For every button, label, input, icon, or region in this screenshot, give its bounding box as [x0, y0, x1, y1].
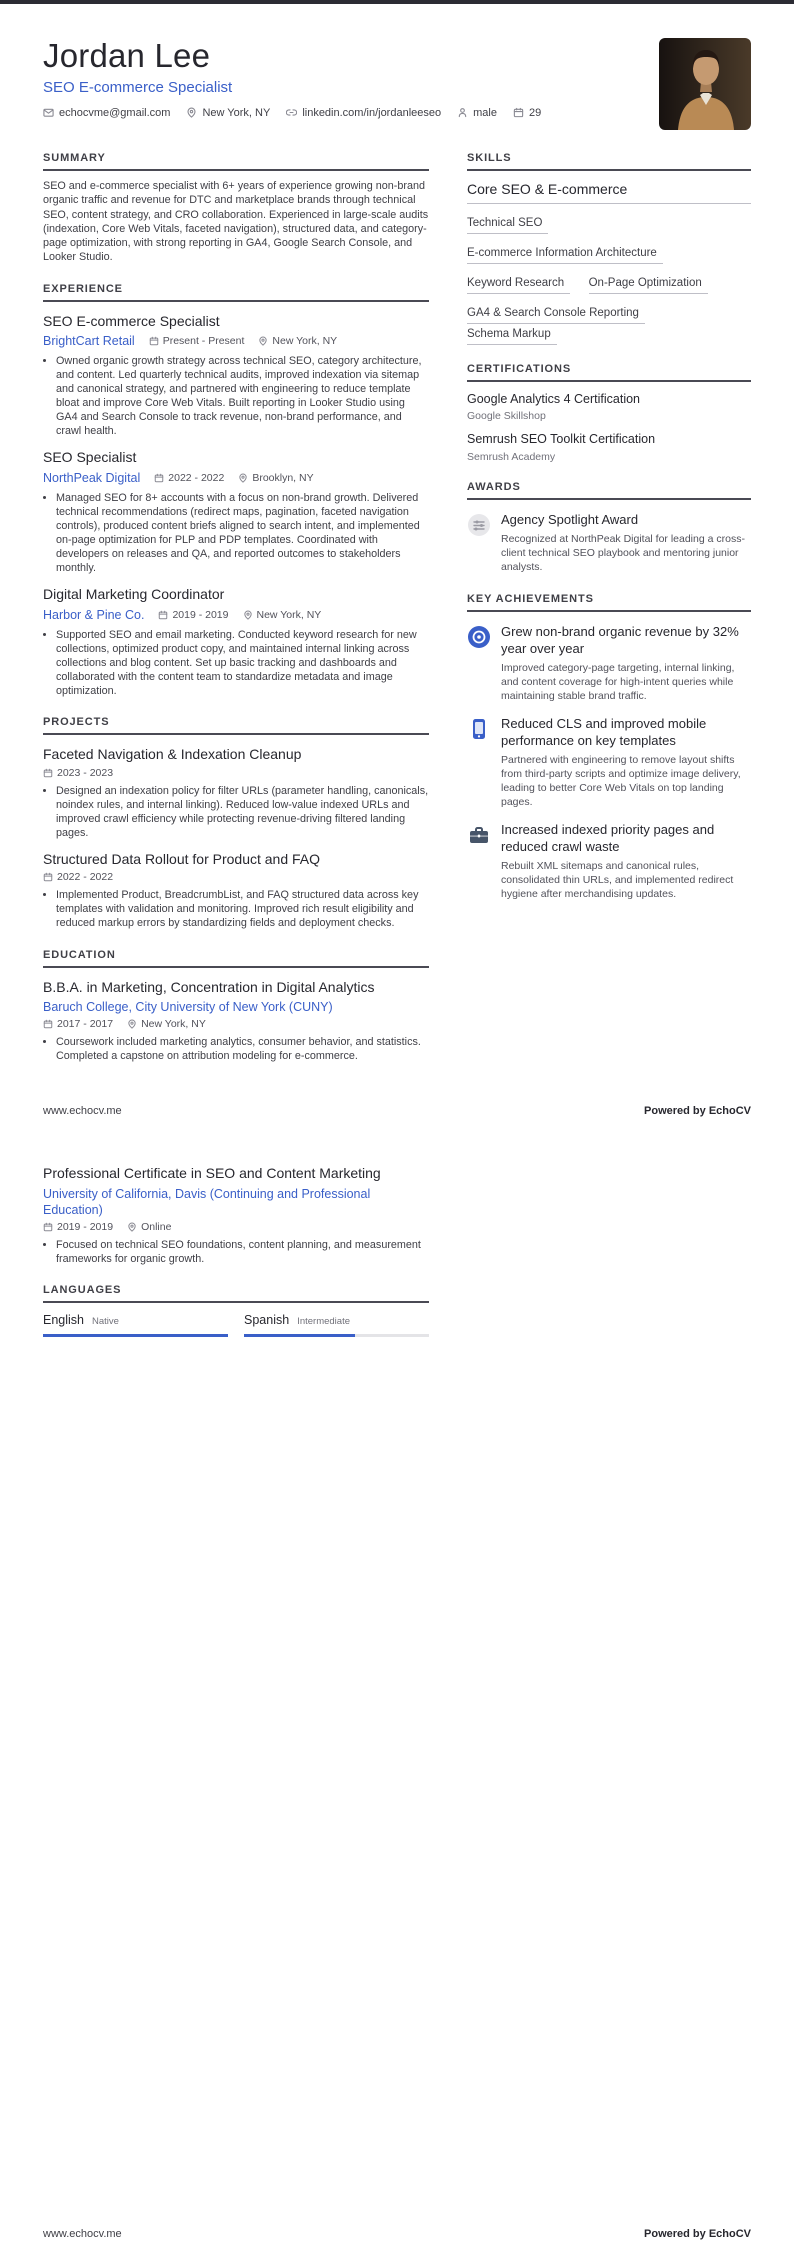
projects-section [43, 716, 429, 930]
project-bullet: • Implemented Product, BreadcrumbList, and FAQ structured data across key templates with validation and monitoring. Improved rich result eligibility and reduced markup errors by standardizing fields and deployment checks. [56, 888, 429, 930]
company-name: Harbor & Pine Co. [43, 607, 145, 622]
certifications-section [467, 363, 751, 463]
achievement-description: Rebuilt XML sitemaps and canonical rules, consolidated thin URLs, and implemented redirect hygiene after merchandising updates. [501, 860, 734, 901]
achievement-item [467, 716, 751, 810]
achievements-heading: KEY ACHIEVEMENTS [467, 593, 751, 612]
experience-bullet: • Owned organic growth strategy across technical SEO, category architecture, and content. Led quarterly technical audits, improved indexation via sitemap and canonical strategy, and partnered with engineering to reduce template bloat and improve Core Web Vitals. Built reporting in Looker Studio using GA4 and Search Console to track revenue, non-brand performance, and crawl health. [56, 354, 429, 438]
resume-header [43, 38, 751, 130]
date-range: 2022 - 2022 [43, 871, 113, 883]
calendar-icon [43, 872, 53, 882]
certification-issuer: Google Skillshop [467, 410, 546, 423]
projects-heading: PROJECTS [43, 716, 429, 735]
mobile-icon [467, 717, 491, 741]
skills-section [467, 152, 751, 345]
school-name: University of California, Davis (Continuing and Professional Education) [43, 1186, 371, 1217]
location-icon [258, 336, 268, 346]
education-item [43, 1165, 429, 1266]
skill-item: On-Page Optimization [589, 277, 708, 294]
project-title: Faceted Navigation & Indexation Cleanup [43, 746, 302, 763]
calendar-icon [43, 768, 53, 778]
footer-website-link[interactable]: www.echocv.me [43, 1105, 122, 1117]
skill-featured: Core SEO & E-commerce [467, 181, 751, 204]
experience-heading: EXPERIENCE [43, 283, 429, 302]
experience-title: SEO E-commerce Specialist [43, 312, 220, 329]
briefcase-icon [467, 823, 491, 847]
education-bullet: • Coursework included marketing analytics, consumer behavior, and statistics. Completed a capstone on attribution modeling for e-commerce. [56, 1035, 429, 1063]
experience-section [43, 283, 429, 699]
degree-title: Professional Certificate in SEO and Content Marketing [43, 1165, 381, 1181]
candidate-name: Jordan Lee [43, 37, 211, 74]
education-section-continued [43, 1165, 429, 1266]
project-title: Structured Data Rollout for Product and FAQ [43, 850, 321, 867]
experience-item [43, 449, 429, 575]
experience-bullet: • Supported SEO and email marketing. Conducted keyword research for new collections, optimized product copy, and maintained internal linking across collections and blog content. Set up basic tracking and dashboards and collaborated with the content team to standardize metadata and image optimization. [56, 628, 429, 698]
contact-linkedin[interactable] [286, 107, 441, 119]
skill-item: Keyword Research [467, 277, 570, 294]
language-level: Native [92, 1316, 119, 1328]
top-accent-bar [0, 0, 794, 4]
date-range: 2019 - 2019 [43, 1221, 113, 1233]
certification-name: Semrush SEO Toolkit Certification [467, 432, 656, 447]
project-item [43, 851, 429, 931]
contact-gender [457, 107, 497, 119]
degree-title: B.B.A. in Marketing, Concentration in Digital Analytics [43, 978, 375, 995]
location: New York, NY [243, 609, 322, 621]
contact-email[interactable] [43, 107, 170, 119]
location-icon [243, 610, 253, 620]
experience-item [43, 586, 429, 698]
calendar-icon [513, 107, 524, 118]
page-footer [43, 2228, 751, 2240]
certifications-heading: CERTIFICATIONS [467, 363, 751, 382]
company-name: BrightCart Retail [43, 334, 135, 348]
skill-item: Schema Markup [467, 328, 557, 345]
location: New York, NY [127, 1018, 206, 1030]
calendar-icon [158, 610, 168, 620]
location: Brooklyn, NY [238, 472, 313, 484]
footer-powered-by-link[interactable]: Powered by EchoCV [644, 1105, 751, 1117]
achievement-title: Increased indexed priority pages and reduced crawl waste [501, 822, 715, 854]
experience-title: SEO Specialist [43, 449, 137, 466]
location: New York, NY [258, 335, 337, 347]
candidate-job-title: SEO E-commerce Specialist [43, 78, 233, 96]
location-icon [127, 1222, 137, 1232]
contact-gender-text: male [473, 106, 497, 119]
project-item [43, 746, 429, 840]
award-title: Agency Spotlight Award [501, 511, 639, 527]
certification-item [467, 391, 751, 422]
email-icon [43, 107, 54, 118]
education-bullet: • Focused on technical SEO foundations, content planning, and measurement frameworks for organic growth. [56, 1238, 429, 1266]
skill-item: Technical SEO [467, 217, 548, 234]
contact-age [513, 107, 541, 119]
summary-heading: SUMMARY [43, 152, 429, 171]
experience-title: Digital Marketing Coordinator [43, 586, 225, 603]
resume-page-2 [0, 1123, 794, 2246]
calendar-icon [43, 1019, 53, 1029]
location-icon [238, 473, 248, 483]
awards-section [467, 481, 751, 575]
summary-text: SEO and e-commerce specialist with 6+ years of experience growing non-brand organic traffic and revenue for DTC and marketplace brands through technical SEO, content strategy, and CRO collaboration. Experienced in large-scale audits (indexation, Core Web Vitals, faceted navigation), structured data, and category-page optimization, with strong reporting in GA4, Google Search Console, and Looker Studio. [43, 180, 429, 264]
person-icon [457, 107, 468, 118]
summary-section [43, 152, 429, 265]
achievements-section [467, 593, 751, 902]
languages-heading: LANGUAGES [43, 1284, 429, 1303]
profile-photo [659, 38, 751, 130]
certification-name: Google Analytics 4 Certification [467, 392, 641, 406]
achievement-description: Improved category-page targeting, internal linking, and content coverage for high-intent queries while maintaining stable brand traffic. [501, 662, 735, 703]
achievement-description: Partnered with engineering to remove layout shifts from third-party scripts and optimize image delivery, leading to better Core Web Vitals on top landing pages. [501, 754, 741, 809]
contact-email-text: echocvme@gmail.com [59, 106, 171, 119]
language-proficiency-fill [244, 1334, 355, 1337]
company-name: NorthPeak Digital [43, 470, 141, 485]
target-icon [467, 625, 491, 649]
certification-issuer: Semrush Academy [467, 450, 556, 463]
school-name: Baruch College, City University of New York (CUNY) [43, 1000, 333, 1014]
project-bullet: • Designed an indexation policy for filter URLs (parameter handling, canonicals, noindex rules, and internal linking). Reduced low-value indexed URLs and improved crawl efficiency while protecting revenue-driving filtered landing pages. [56, 784, 429, 840]
experience-bullet: • Managed SEO for 8+ accounts with a focus on non-brand growth. Delivered technical recommendations (redirect maps, pagination, faceted navigation controls), produced content briefs aligned to search intent, and implemented on-page optimization for PLP and PDP templates. Coordinated with developers on releases and QA, and reported outcomes to stakeholders monthly. [56, 491, 429, 575]
language-proficiency-fill [43, 1334, 228, 1337]
award-item [467, 512, 751, 575]
achievement-item [467, 822, 751, 902]
contact-row [43, 107, 541, 119]
date-range: 2023 - 2023 [43, 767, 113, 779]
awards-heading: AWARDS [467, 481, 751, 500]
profile-photo-image [659, 38, 751, 130]
skill-item: GA4 & Search Console Reporting [467, 307, 645, 324]
education-item [43, 979, 429, 1064]
achievement-title: Reduced CLS and improved mobile performance on key templates [501, 716, 707, 748]
calendar-icon [149, 336, 159, 346]
experience-item [43, 313, 429, 439]
education-section [43, 949, 429, 1064]
language-level: Intermediate [297, 1316, 350, 1328]
language-item [43, 1313, 228, 1337]
link-icon [286, 107, 297, 118]
achievement-item [467, 624, 751, 704]
language-name: English [43, 1313, 84, 1328]
date-range: 2019 - 2019 [158, 609, 228, 621]
date-range: 2017 - 2017 [43, 1018, 113, 1030]
skill-item: E-commerce Information Architecture [467, 247, 663, 264]
language-proficiency-bar [43, 1334, 228, 1337]
location-icon [186, 107, 197, 118]
contact-age-text: 29 [528, 106, 542, 119]
achievement-title: Grew non-brand organic revenue by 32% year over year [501, 623, 739, 656]
page-footer [43, 1105, 751, 1117]
calendar-icon [43, 1222, 53, 1232]
award-description: Recognized at NorthPeak Digital for leading a cross-client technical SEO playbook and mentoring junior analysts. [501, 533, 745, 574]
award-icon [467, 513, 491, 537]
footer-website-link[interactable]: www.echocv.me [43, 2228, 122, 2240]
certification-item [467, 431, 751, 462]
contact-location-text: New York, NY [202, 106, 271, 119]
languages-section [43, 1284, 429, 1337]
language-proficiency-bar [244, 1334, 429, 1337]
calendar-icon [154, 473, 164, 483]
contact-location [186, 107, 270, 119]
skills-heading: SKILLS [467, 152, 751, 171]
date-range: Present - Present [149, 335, 245, 347]
education-heading: EDUCATION [43, 949, 429, 968]
footer-powered-by-link[interactable]: Powered by EchoCV [644, 2228, 751, 2240]
date-range: 2022 - 2022 [154, 472, 224, 484]
location-icon [127, 1019, 137, 1029]
location: Online [127, 1221, 171, 1233]
language-name: Spanish [244, 1313, 290, 1328]
contact-linkedin-text: linkedin.com/in/jordanleeseo [302, 106, 442, 119]
language-item [244, 1313, 429, 1337]
